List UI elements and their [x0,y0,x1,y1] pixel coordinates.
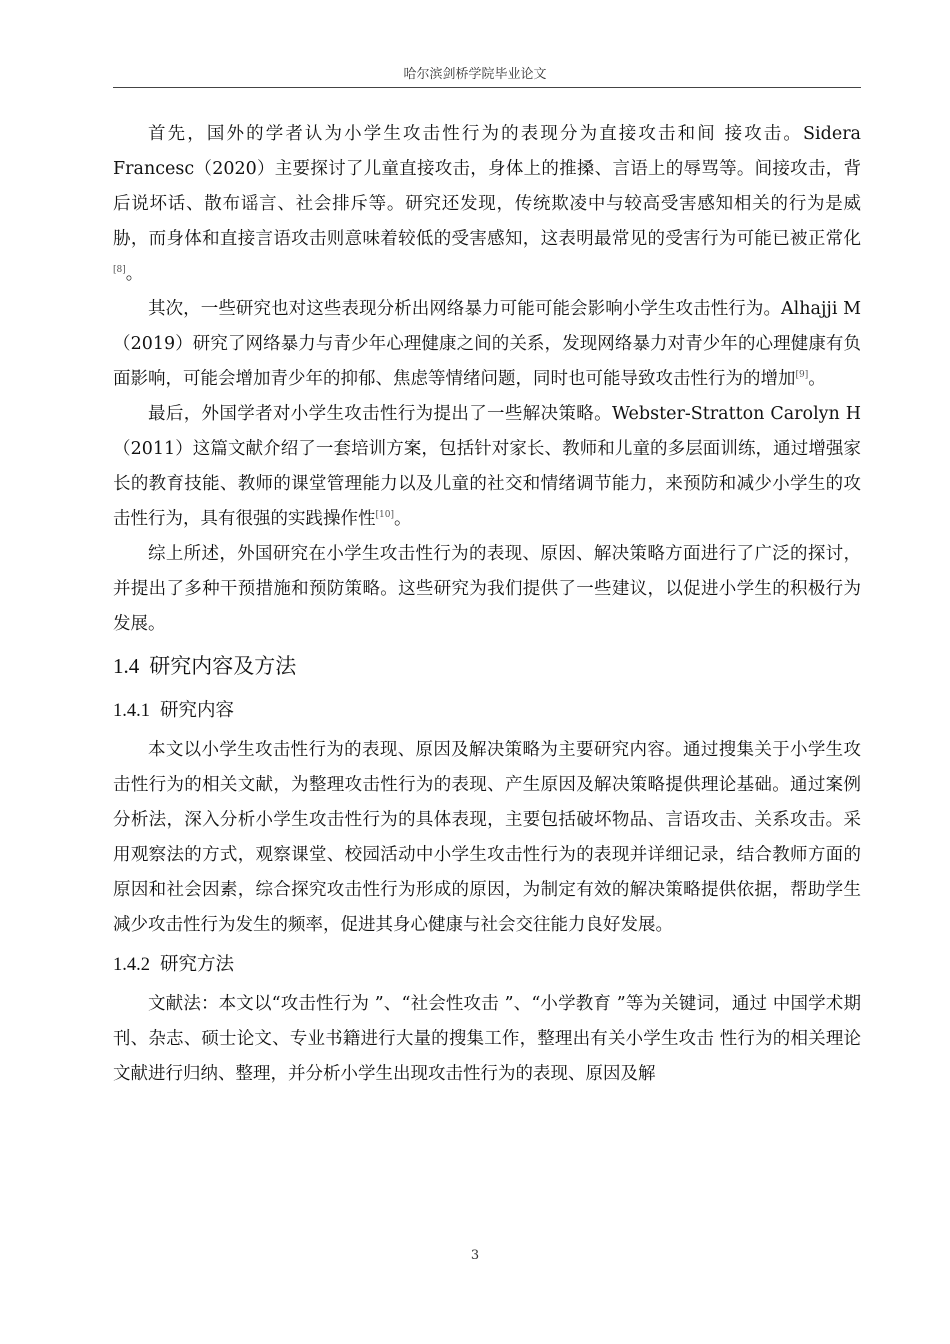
section-title: 研究内容 [160,700,235,721]
section-heading-1-4-2 [113,943,861,987]
citation-10[interactable]: [10] [375,510,394,520]
section-title: 研究内容及方法 [149,654,297,678]
section-number: 1.4.2 [113,955,150,975]
paragraph-4: 综上所述，外国研究在小学生攻击性行为的表现、原因、解决策略方面进行了广泛的探讨，并提出了多种干预措施和预防策略。这些研究为我们提供了一些建议，以促进小学生的积极行为发展。 [113,544,861,634]
paragraph-3: 最后，外国学者对小学生攻击性行为提出了一些解决策略。Webster-Stratton Carolyn H（2011）这篇文献介绍了一套培训方案，包括针对家长、教师和儿童的多层面训练，通过增强家长的教育技能、教师的课堂管理能力以及儿童的社交和情绪调节能力，来预防和减少小学生的攻击性行为，具有很强的实践操作性[10]。 [113,404,861,529]
page-number: 3 [470,1248,480,1263]
section-title: 研究方法 [160,954,235,975]
section-number: 1.4 [113,654,140,678]
citation-9[interactable]: [9] [795,370,809,380]
section-number: 1.4.1 [113,701,150,721]
section-heading-1-4-1 [113,689,861,733]
section-heading-1-4 [113,646,861,686]
header-divider [113,87,861,88]
paragraph-2: 其次，一些研究也对这些表现分析出网络暴力可能可能会影响小学生攻击性行为。Alhajji M（2019）研究了网络暴力与青少年心理健康之间的关系，发现网络暴力对青少年的心理健康有负面影响，可能会增加青少年的抑郁、焦虑等情绪问题，同时也可能导致攻击性行为的增加[9]。 [113,299,861,389]
paragraph-research-content: 本文以小学生攻击性行为的表现、原因及解决策略为主要研究内容。通过搜集关于小学生攻击性行为的相关文献，为整理攻击性行为的表现、产生原因及解决策略提供理论基础。通过案例分析法，深入分析小学生攻击性行为的具体表现，主要包括破坏物品、言语攻击、关系攻击。采用观察法的方式，观察课堂、校园活动中小学生攻击性行为的表现并详细记录，结合教师方面的原因和社会因素，综合探究攻击性行为形成的原因，为制定有效的解决策略提供依据，帮助学生减少攻击性行为发生的频率，促进其身心健康与社会交往能力良好发展。 [113,740,861,935]
paragraph-1: 首先，国外的学者认为小学生攻击性行为的表现分为直接攻击和间 接攻击。Sidera Francesc（2020）主要探讨了儿童直接攻击，身体上的推搡、言语上的辱骂等。间接攻击，背后说坏话、散布谣言、社会排斥等。研究还发现，传统欺凌中与较高受害感知相关的行为是威胁，而身体和直接言语攻击则意味着较低的受害感知，这表明最常见的受害行为可能已被正常化[8]。 [113,124,861,284]
body-text [113,117,861,1092]
page-header: 哈尔滨剑桥学院毕业论文 [403,67,547,82]
paragraph-research-method: 文献法：本文以“攻击性行为 ”、“社会性攻击 ”、“小学教育 ”等为关键词，通过 中国学术期刊、杂志、硕士论文、专业书籍进行大量的搜集工作，整理出有关小学生攻击 性行为的相关理论文献进行归纳、整理，并分析小学生出现攻击性行为的表现、原因及解 [113,994,861,1084]
citation-8[interactable]: [8] [113,265,126,275]
